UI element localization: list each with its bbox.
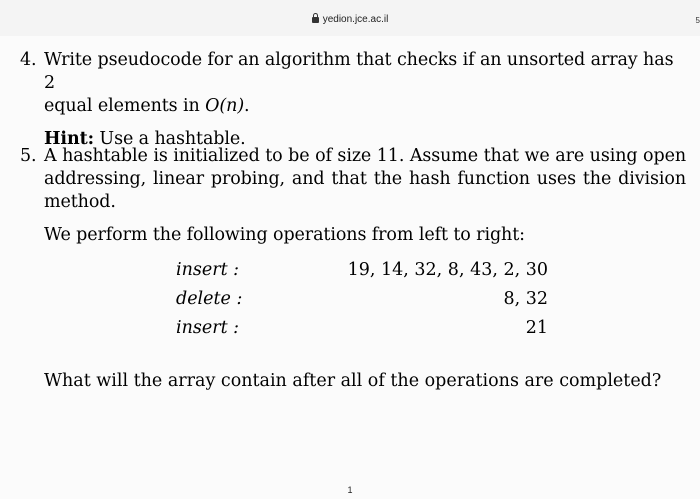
operation-name: insert : <box>176 318 240 338</box>
operation-row <box>176 314 548 343</box>
question-5 <box>20 145 686 247</box>
url-text: yedion.jce.ac.il <box>322 14 389 25</box>
hint-text: Use a hashtable. <box>93 129 246 149</box>
question-4-line1: Write pseudocode for an algorithm that checks if an unsorted array has 2 <box>44 50 674 93</box>
operation-values: 19, 14, 32, 8, 43, 2, 30 <box>347 260 548 280</box>
question-5-final: What will the array contain after all of the operations are completed? <box>44 371 662 391</box>
question-5-number: 5. <box>20 146 37 166</box>
hint-label: Hint: <box>44 129 94 149</box>
operation-name: insert : <box>176 260 240 280</box>
browser-address-bar[interactable] <box>0 0 700 37</box>
edge-mark: 5 <box>695 16 700 25</box>
operation-values: 21 <box>525 318 548 338</box>
question-4-line2 <box>44 95 686 118</box>
operations-table <box>176 256 548 343</box>
page-number: 1 <box>347 485 353 495</box>
question-4 <box>20 49 686 151</box>
question-4-line2-end: . <box>244 96 250 116</box>
operation-values: 8, 32 <box>503 289 548 309</box>
operation-row <box>176 256 548 285</box>
operation-name: delete : <box>176 289 243 309</box>
url-display[interactable] <box>0 14 700 25</box>
operation-row <box>176 285 548 314</box>
lock-icon <box>312 17 319 23</box>
question-4-line2-text: equal elements in <box>44 96 206 116</box>
question-5-text: A hashtable is initialized to be of size 11. Assume that we are using open addressing, linear probing, and that the hash function uses the division method. <box>44 146 686 212</box>
question-4-number: 4. <box>20 50 37 70</box>
question-5-lead: We perform the following operations from left to right: <box>44 225 525 245</box>
big-o-notation: O(n) <box>205 96 245 116</box>
